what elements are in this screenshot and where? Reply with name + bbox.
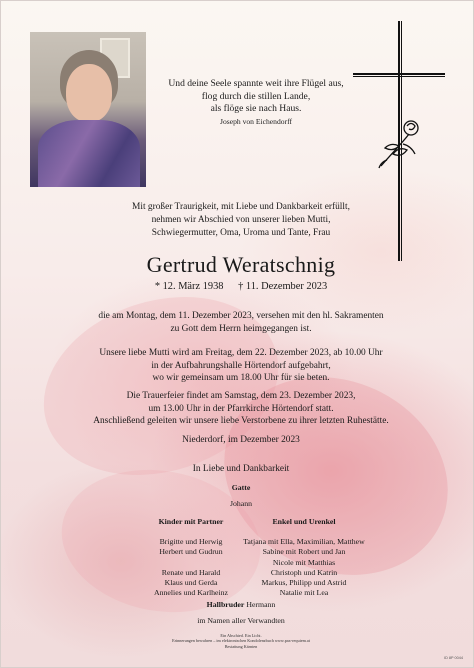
- intro-line: Schwiegermutter, Oma, Uroma und Tante, Frau: [151, 228, 331, 239]
- hallbruder-label: Hallbruder: [206, 600, 245, 609]
- footer-line: Bestattung Kärnten: [224, 643, 258, 649]
- grandchildren-heading: Enkel und Urenkel: [272, 517, 336, 526]
- paragraph-line: Anschließend geleiten wir unsere liebe Verstorbene zu ihrer letzten Ruhestätte.: [93, 416, 389, 427]
- paragraph-line: die am Montag, dem 11. Dezember 2023, versehen mit den hl. Sakramenten: [98, 311, 384, 321]
- rose-icon: [373, 116, 429, 172]
- family-line: Herbert und Gudrun: [159, 547, 223, 557]
- family-line: Sabine mit Robert und Jan: [262, 547, 346, 557]
- footer-line: Erinnerungen bewahren – im elektronischen Kondolenzbuch www.pax-requiem.at: [172, 638, 310, 644]
- thanks-line: In Liebe und Dankbarkeit: [192, 464, 290, 474]
- passing-paragraph: [61, 310, 421, 335]
- deceased-name: Gertrud Weratschnig: [146, 252, 336, 277]
- intro-text: [96, 201, 386, 241]
- paragraph-line: um 13.00 Uhr in der Pfarrkirche Hörtendorf statt.: [148, 403, 334, 414]
- spouse-label: Gatte: [231, 483, 251, 492]
- spouse-name: Johann: [229, 499, 253, 508]
- family-line: Tatjana mit Ella, Maximilian, Matthew: [243, 537, 365, 547]
- place-date: Niederdorf, im Dezember 2023: [182, 435, 300, 445]
- poem-line: flog durch die stillen Lande,: [201, 90, 311, 102]
- paragraph-line: zu Gott dem Herrn heimgegangen ist.: [170, 323, 312, 334]
- footer-line: Ein Abschied. Ein Licht.: [220, 633, 262, 638]
- reference-code: ID 8P 0044: [444, 656, 463, 660]
- poem-line: als flöge sie nach Haus.: [210, 103, 302, 114]
- paragraph-line: in der Aufbahrungshalle Hörtendorf aufgebahrt,: [151, 360, 331, 371]
- family-line: Renate und Harald: [161, 567, 221, 577]
- family-line: Brigitte und Herwig: [159, 537, 223, 547]
- poem-line: Und deine Seele spannte weit ihre Flügel aus,: [168, 78, 344, 89]
- funeral-paragraph: [61, 390, 421, 428]
- death-date: † 11. Dezember 2023: [238, 281, 328, 292]
- family-line: Nicole mit Matthias: [272, 557, 336, 567]
- paragraph-line: Die Trauerfeier findet am Samstag, dem 23. Dezember 2023,: [126, 391, 356, 401]
- family-line: Klaus und Gerda: [164, 577, 218, 587]
- family-line: Christoph und Katrin: [270, 567, 338, 577]
- hallbruder-name: Hermann: [246, 600, 276, 609]
- footer: [101, 633, 381, 649]
- viewing-paragraph: [61, 347, 421, 385]
- grandchildren-column: [229, 517, 379, 598]
- family-line: Natalie mit Lea: [279, 588, 329, 598]
- family-line: Markus, Philipp und Astrid: [261, 578, 347, 588]
- intro-line: nehmen wir Abschied von unserer lieben Mutti,: [151, 215, 331, 226]
- birth-date: * 12. März 1938: [154, 281, 224, 292]
- paragraph-line: Unsere liebe Mutti wird am Freitag, dem 22. Dezember 2023, ab 10.00 Uhr: [99, 348, 383, 358]
- intro-line: Mit großer Traurigkeit, mit Liebe und Dankbarkeit erfüllt,: [132, 202, 350, 212]
- poem-author: Joseph von Eichendorff: [220, 116, 292, 126]
- portrait-photo: [30, 32, 146, 187]
- children-heading: Kinder mit Partner: [158, 517, 224, 526]
- hallbruder-line: [61, 599, 421, 610]
- relatives-line: im Namen aller Verwandten: [197, 616, 285, 625]
- paragraph-line: wo wir gemeinsam um 18.00 Uhr für sie beten.: [152, 373, 330, 384]
- life-dates: [61, 280, 421, 294]
- family-line: Annelies und Karlheinz: [153, 588, 229, 598]
- poem: [156, 78, 356, 127]
